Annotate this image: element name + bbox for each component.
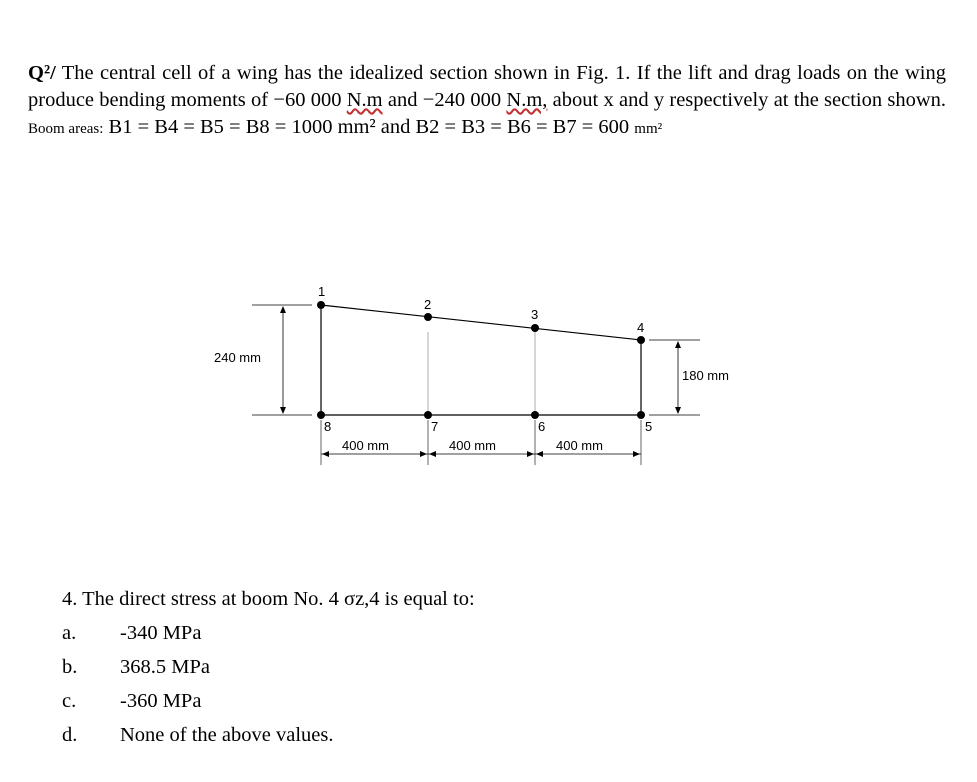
boom-areas-label: Boom areas: [28, 121, 104, 137]
boom-3 [531, 324, 539, 332]
span-arrow-5 [536, 451, 543, 457]
boom-label-5: 5 [645, 419, 653, 434]
boom-areas-unit: mm² [634, 121, 663, 137]
boom-label-7: 7 [431, 419, 439, 434]
option-b[interactable] [62, 656, 333, 690]
right-height-label: 180 mm [682, 368, 729, 383]
question-part3: about x and y respectively at the section shown. [552, 89, 947, 111]
option-d[interactable] [62, 724, 333, 758]
option-letter: b. [62, 656, 78, 678]
subquestion-number: 4. [62, 588, 78, 610]
left-dim-arrow-bottom [280, 407, 286, 414]
unit-nm-2: N.m, [506, 89, 548, 111]
question-text [28, 60, 946, 143]
subquestion-text: The direct stress at boom No. 4 σz,4 is equal to: [82, 588, 475, 610]
wing-section-figure [200, 280, 760, 480]
option-c[interactable] [62, 690, 333, 724]
option-text: 368.5 MPa [120, 656, 210, 678]
boom-label-2: 2 [424, 297, 432, 312]
boom-label-8: 8 [324, 419, 332, 434]
boom-1 [317, 301, 325, 309]
question-part2: and −240 000 [387, 89, 502, 111]
left-height-label: 240 mm [214, 350, 261, 365]
span-label-1: 400 mm [342, 438, 389, 453]
unit-nm-1: N.m [346, 89, 383, 111]
span-arrow-1 [322, 451, 329, 457]
question-part1: The central cell of a wing has the idealized section shown in Fig. 1. If the lift and drag loads on the wing produce bending moments of −60 000 [28, 62, 946, 111]
boom-areas-text: B1 = B4 = B5 = B8 = 1000 mm² and B2 = B3 = B6 = B7 = 600 [108, 116, 630, 138]
right-dim-arrow-bottom [675, 407, 681, 414]
top-skin [321, 305, 641, 340]
option-letter: d. [62, 724, 78, 746]
option-letter: a. [62, 622, 77, 644]
boom-8 [317, 411, 325, 419]
span-label-2: 400 mm [449, 438, 496, 453]
boom-7 [424, 411, 432, 419]
span-arrow-6 [633, 451, 640, 457]
answer-options [62, 622, 333, 758]
boom-label-3: 3 [531, 307, 539, 322]
boom-5 [637, 411, 645, 419]
boom-6 [531, 411, 539, 419]
span-arrow-3 [429, 451, 436, 457]
boom-4 [637, 336, 645, 344]
boom-label-1: 1 [318, 284, 326, 299]
option-text: -340 MPa [120, 622, 202, 644]
right-dim-arrow-top [675, 341, 681, 348]
option-text: None of the above values. [120, 724, 334, 746]
span-label-3: 400 mm [556, 438, 603, 453]
boom-label-6: 6 [538, 419, 546, 434]
left-dim-arrow-top [280, 306, 286, 313]
option-text: -360 MPa [120, 690, 202, 712]
boom-2 [424, 313, 432, 321]
option-letter: c. [62, 690, 77, 712]
span-arrow-2 [420, 451, 427, 457]
option-a[interactable] [62, 622, 333, 656]
span-arrow-4 [527, 451, 534, 457]
boom-label-4: 4 [637, 320, 645, 335]
subquestion [62, 588, 475, 611]
question-number: Q²/ [28, 62, 56, 84]
